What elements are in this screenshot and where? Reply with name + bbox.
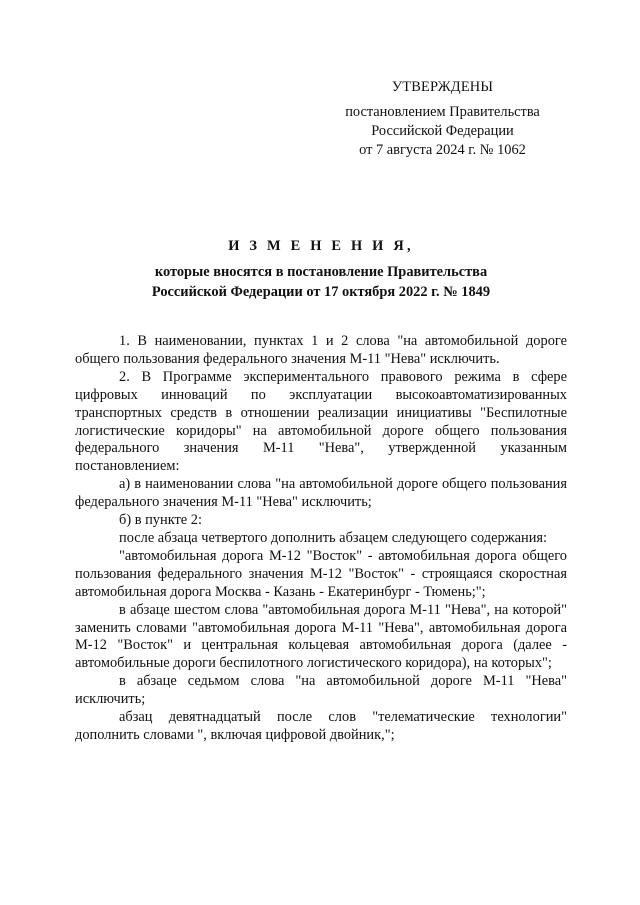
document-body	[75, 333, 567, 745]
paragraph: а) в наименовании слова "на автомобильной дороге общего пользования федерального значения М-11 "Нева" исключить;	[75, 476, 567, 511]
paragraph: абзац девятнадцатый после слов "телематические технологии" дополнить словами ", включая цифровой двойник,";	[75, 709, 567, 743]
paragraph: "автомобильная дорога М-12 "Восток" - автомобильная дорога общего пользования федерального значения М-12 "Восток" - строящаяся скоростная автомобильная дорога Москва - Казань - Екатеринбург - Тюмень;";	[75, 547, 567, 600]
paragraph: в абзаце шестом слова "автомобильная дорога М-11 "Нева", на которой" заменить словами "автомобильная дорога М-11 "Нева", автомобильная дорога М-12 "Восток" и центральная кольцевая автомобильная дорога (далее - автомобильные дороги беспилотного логистического коридора), на которых";	[75, 601, 567, 672]
paragraph: после абзаца четвертого дополнить абзацем следующего содержания:	[119, 529, 548, 546]
title-subtitle: Российской Федерации от 17 октября 2022 г. № 1849	[151, 284, 491, 300]
paragraph: б) в пункте 2:	[119, 512, 202, 529]
paragraph: в абзаце седьмом слова "на автомобильной дороге М-11 "Нева" исключить;	[75, 673, 567, 708]
paragraph: 2. В Программе экспериментального правового режима в сфере цифровых инноваций по эксплуатации высокоавтоматизированных транспортных средств в отношении реализации инициативы "Беспилотные логистические коридоры" на автомобильной дороге общего пользования федерального значения М-11 "Нева", утвержденной указанным постановлением:	[75, 368, 567, 475]
document-title	[75, 236, 567, 302]
approval-line: постановлением Правительства	[345, 104, 540, 120]
approval-heading: УТВЕРЖДЕНЫ	[391, 79, 494, 95]
approval-stamp	[330, 78, 555, 160]
title-main: И З М Е Н Е Н И Я,	[228, 238, 414, 254]
paragraph: 1. В наименовании, пунктах 1 и 2 слова "на автомобильной дороге общего пользования федерального значения М-11 "Нева" исключить.	[75, 333, 567, 367]
title-subtitle: которые вносятся в постановление Правительства	[154, 264, 488, 280]
approval-line: Российской Федерации	[371, 123, 514, 139]
approval-line: от 7 августа 2024 г. № 1062	[359, 142, 526, 158]
